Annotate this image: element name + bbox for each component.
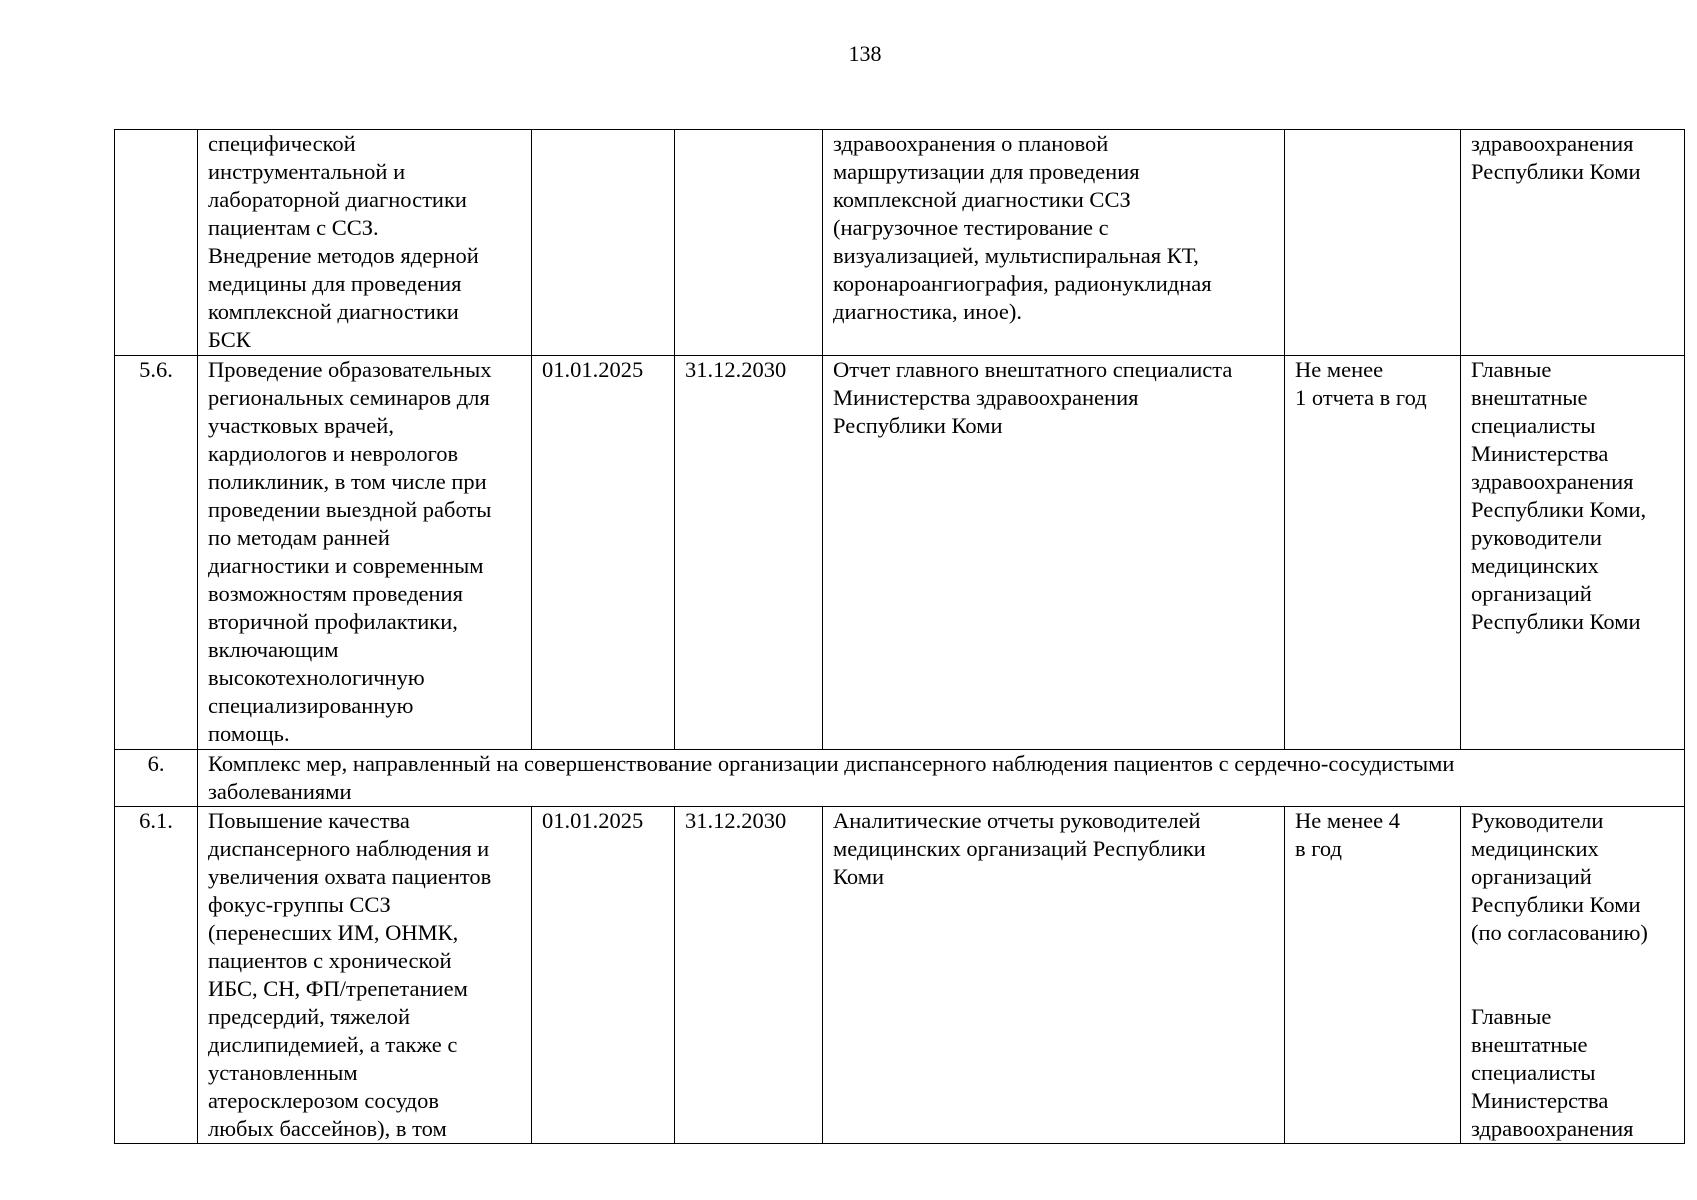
table-row-6-1 (115, 807, 1685, 1144)
page-number: 138 (848, 41, 882, 66)
section-title-cell: Комплекс мер, направленный на совершенствование организации диспансерного наблюдения пациентов с сердечно-сосудистыми заболеваниями (198, 750, 1685, 807)
row-number: 5.6. (115, 356, 198, 750)
result-cell: Отчет главного внештатного специалиста Министерства здравоохранения Республики Коми (823, 356, 1285, 750)
responsible-cell: Руководители медицинских организаций Республики Коми (по согласованию) Главные внештатные специалисты Министерства здравоохранения (1461, 807, 1685, 1144)
action-cell: Проведение образовательных региональных семинаров для участковых врачей, кардиологов и неврологов поликлиник, в том числе при проведении выездной работы по методам ранней диагностики и современным возможностям проведения вторичной профилактики, включающим высокотехнологичную специализированную помощь. (198, 356, 532, 750)
responsible-cell: Главные внештатные специалисты Министерства здравоохранения Республики Коми, руководители медицинских организаций Республики Коми (1461, 356, 1685, 750)
table-row-5-6 (115, 356, 1685, 750)
start-date-cell (532, 130, 675, 356)
action-cell: Повышение качества диспансерного наблюдения и увеличения охвата пациентов фокус-группы ССЗ (перенесших ИМ, ОНМК, пациентов с хронической ИБС, СН, ФП/трепетанием предсердий, тяжелой дислипидемией, а также с установленным атеросклерозом сосудов любых бассейнов), в том (198, 807, 532, 1144)
start-date-cell: 01.01.2025 (532, 356, 675, 750)
measures-table (114, 129, 1685, 1144)
row-number: 6. (115, 750, 198, 807)
responsible-cell: здравоохранения Республики Коми (1461, 130, 1685, 356)
table-row-continued (115, 130, 1685, 356)
row-number (115, 130, 198, 356)
row-number: 6.1. (115, 807, 198, 1144)
start-date-cell: 01.01.2025 (532, 807, 675, 1144)
table-row-section-6 (115, 750, 1685, 807)
result-cell: здравоохранения о плановой маршрутизации для проведения комплексной диагностики ССЗ (нагрузочное тестирование с визуализацией, мультиспиральная КТ, коронароангиография, радионуклидная диагностика, иное). (823, 130, 1285, 356)
result-cell: Аналитические отчеты руководителей медицинских организаций Республики Коми (823, 807, 1285, 1144)
frequency-cell: Не менее 1 отчета в год (1285, 356, 1461, 750)
end-date-cell (675, 130, 823, 356)
frequency-cell (1285, 130, 1461, 356)
end-date-cell: 31.12.2030 (675, 356, 823, 750)
end-date-cell: 31.12.2030 (675, 807, 823, 1144)
action-cell: специфической инструментальной и лабораторной диагностики пациентам с ССЗ. Внедрение методов ядерной медицины для проведения комплексной диагностики БСК (198, 130, 532, 356)
frequency-cell: Не менее 4 в год (1285, 807, 1461, 1144)
